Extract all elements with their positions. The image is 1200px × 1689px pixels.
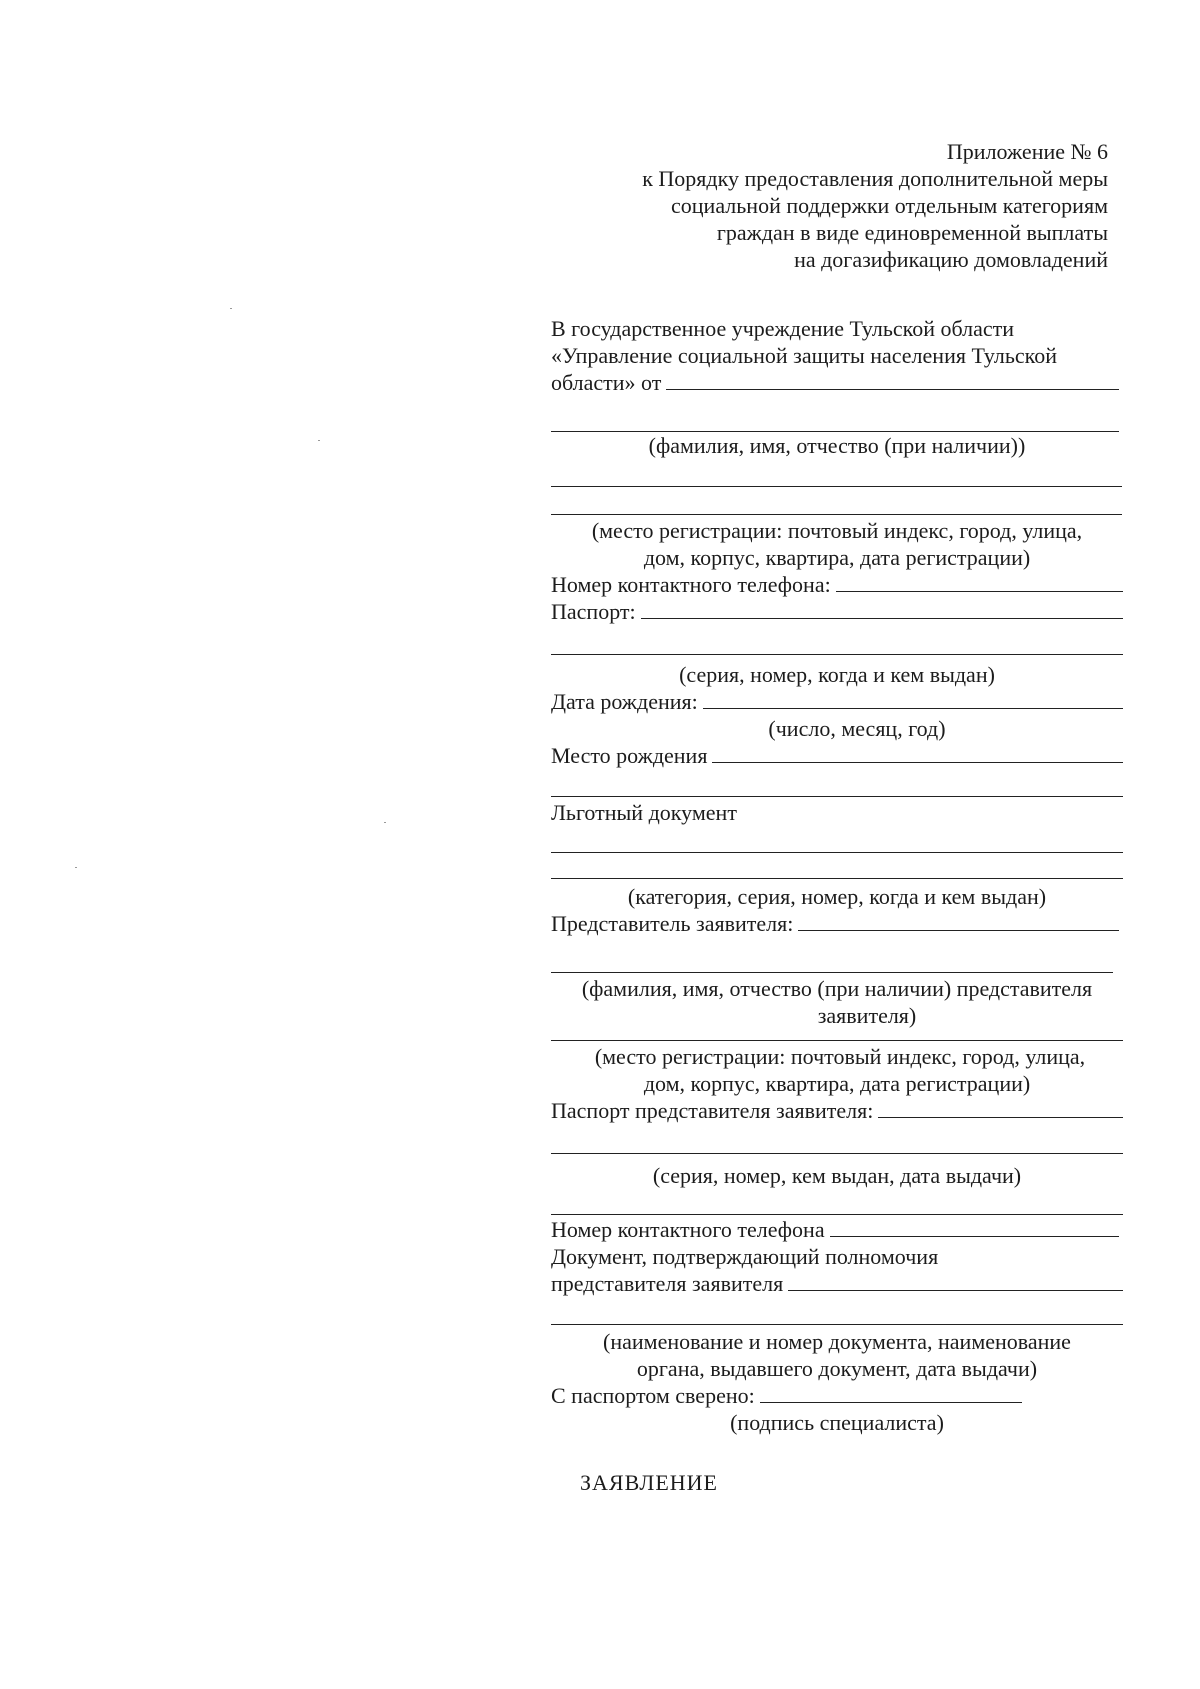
- applicant-registration-field[interactable]: [551, 486, 1122, 487]
- representative-name-hint: (фамилия, имя, отчество (при наличии) представителя: [581, 976, 1093, 1001]
- representative-registration-field[interactable]: [551, 1040, 1123, 1041]
- benefit-doc-field[interactable]: [551, 852, 1123, 853]
- scan-speck: [318, 440, 320, 441]
- representative-row: [551, 910, 1123, 937]
- scan-speck: [230, 308, 232, 309]
- applicant-passport-field-continued[interactable]: [551, 654, 1123, 655]
- authority-doc-field[interactable]: [788, 1290, 1123, 1291]
- applicant-from-row: [551, 369, 1123, 396]
- representative-passport-hint: (серия, номер, кем выдан, дата выдачи): [652, 1163, 1022, 1188]
- applicant-birthplace-field[interactable]: [712, 762, 1123, 763]
- applicant-phone-row: [551, 571, 1123, 598]
- representative-field[interactable]: [798, 930, 1119, 931]
- representative-name-field[interactable]: [551, 972, 1113, 973]
- applicant-birthdate-field[interactable]: [703, 708, 1123, 709]
- applicant-passport-hint: (серия, номер, когда и кем выдан): [679, 662, 995, 687]
- applicant-passport-field[interactable]: [641, 618, 1123, 619]
- scan-speck: [75, 867, 77, 868]
- authority-doc-row: [551, 1270, 1123, 1297]
- authority-doc-label: Документ, подтверждающий полномочия: [551, 1244, 939, 1269]
- representative-passport-row: [551, 1097, 1123, 1124]
- applicant-phone-field[interactable]: [836, 591, 1123, 592]
- specialist-signature-field[interactable]: [760, 1402, 1022, 1403]
- applicant-birthdate-hint: (число, месяц, год): [768, 716, 946, 741]
- benefit-doc-label: Льготный документ: [551, 800, 737, 825]
- verification-row: [551, 1382, 1123, 1409]
- applicant-birthdate-row: [551, 688, 1123, 715]
- benefit-doc-hint: (категория, серия, номер, когда и кем выдан): [627, 884, 1047, 909]
- passport-label: Паспорт:: [551, 599, 636, 624]
- representative-passport-field[interactable]: [878, 1117, 1123, 1118]
- representative-name-hint: заявителя): [817, 1003, 917, 1028]
- applicant-registration-hint: (место регистрации: почтовый индекс, город, улица,: [591, 518, 1083, 543]
- birthplace-label: Место рождения: [551, 743, 708, 768]
- from-label: области» от: [551, 370, 662, 395]
- authority-doc-label: представителя заявителя: [551, 1271, 784, 1296]
- annex-header: [642, 138, 1108, 273]
- verification-label: С паспортом сверено:: [551, 1383, 755, 1408]
- representative-passport-field-extra[interactable]: [551, 1214, 1123, 1215]
- applicant-registration-hint: дом, корпус, квартира, дата регистрации): [643, 545, 1031, 570]
- phone-label: Номер контактного телефона:: [551, 572, 831, 597]
- annex-line: к Порядку предоставления дополнительной меры: [642, 166, 1108, 191]
- applicant-form: [551, 315, 1123, 1436]
- specialist-signature-hint: (подпись специалиста): [730, 1410, 944, 1435]
- representative-passport-label: Паспорт представителя заявителя:: [551, 1098, 874, 1123]
- annex-line: граждан в виде единовременной выплаты: [716, 220, 1108, 245]
- applicant-name-field[interactable]: [666, 389, 1119, 390]
- authority-doc-hint: (наименование и номер документа, наименование: [603, 1329, 1071, 1354]
- applicant-birthplace-field-continued[interactable]: [551, 796, 1123, 797]
- annex-line: Приложение № 6: [946, 139, 1108, 164]
- representative-phone-row: [551, 1216, 1123, 1243]
- authority-doc-hint: органа, выдавшего документ, дата выдачи): [636, 1356, 1038, 1381]
- representative-registration-hint: (место регистрации: почтовый индекс, город, улица,: [594, 1044, 1086, 1069]
- addressee-line: «Управление социальной защиты населения Тульской: [551, 343, 1057, 368]
- birthdate-label: Дата рождения:: [551, 689, 698, 714]
- representative-label: Представитель заявителя:: [551, 911, 794, 936]
- applicant-birthplace-row: [551, 742, 1123, 769]
- representative-registration-hint: дом, корпус, квартира, дата регистрации): [643, 1071, 1031, 1096]
- representative-passport-field-continued[interactable]: [551, 1153, 1123, 1154]
- applicant-registration-field-continued[interactable]: [551, 514, 1122, 515]
- scan-speck: [384, 822, 386, 823]
- addressee-line: В государственное учреждение Тульской области: [551, 316, 1015, 341]
- representative-phone-field[interactable]: [830, 1236, 1119, 1237]
- annex-line: социальной поддержки отдельным категориям: [671, 193, 1108, 218]
- authority-doc-field-continued[interactable]: [551, 1324, 1123, 1325]
- annex-line: на догазификацию домовладений: [794, 247, 1108, 272]
- applicant-passport-row: [551, 598, 1123, 625]
- representative-phone-label: Номер контактного телефона: [551, 1217, 825, 1242]
- document-title: ЗАЯВЛЕНИЕ: [580, 1470, 718, 1495]
- applicant-name-hint: (фамилия, имя, отчество (при наличии)): [648, 433, 1026, 458]
- benefit-doc-field-continued[interactable]: [551, 878, 1123, 879]
